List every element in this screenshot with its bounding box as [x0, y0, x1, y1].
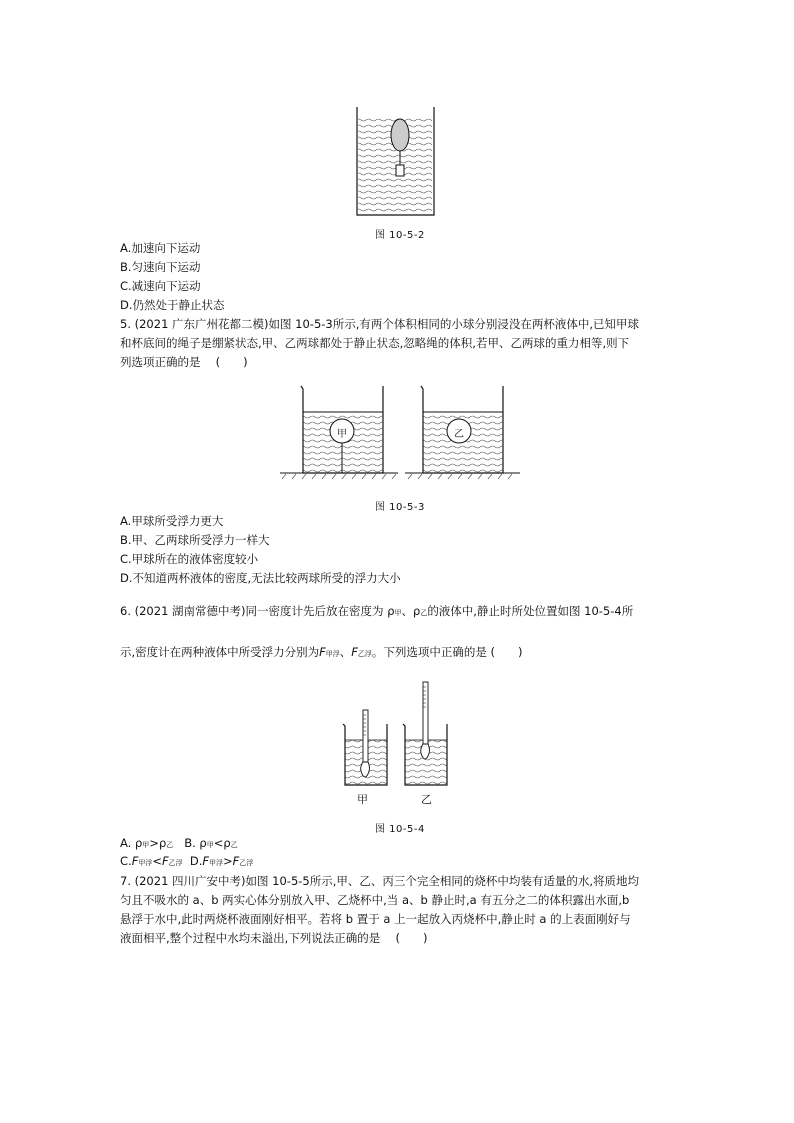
- figure-label-jia: 甲: [357, 793, 368, 806]
- q6-options-cd: C.F甲浮<F乙浮 D.F甲浮>F乙浮: [120, 854, 254, 868]
- q4-option-d: D.仍然处于静止状态: [120, 298, 225, 312]
- q6-options-ab: A. ρ甲>ρ乙 B. ρ甲<ρ乙: [120, 836, 238, 850]
- figure-caption: 图 10-5-3: [375, 502, 425, 513]
- figure-label-yi: 乙: [421, 793, 432, 806]
- figure-caption: 图 10-5-2: [375, 230, 425, 241]
- hydrometer-stem: [423, 682, 428, 744]
- hydrometer-stem: [363, 710, 368, 762]
- q5-option-a: A.甲球所受浮力更大: [120, 514, 224, 528]
- hanging-weight: [396, 165, 404, 176]
- q7-stem-line-3: 悬浮于水中,此时两烧杯液面刚好相平。若将 b 置于 a 上一起放入丙烧杯中,静止时 a 的上表面刚好与: [120, 912, 631, 926]
- figure-10-5-3: [280, 384, 520, 482]
- q7-stem-line-1: 7. (2021 四川广安中考)如图 10-5-5所示,甲、乙、丙三个完全相同的烧杯中均装有适量的水,将质地均: [120, 874, 640, 888]
- q5-stem-line-1: 5. (2021 广东广州花都二模)如图 10-5-3所示,有两个体积相同的小球分别浸没在两杯液体中,已知甲球: [120, 317, 640, 331]
- q6-stem-line-2: 示,密度计在两种液体中所受浮力分别为F甲浮、F乙浮。下列选项中正确的是 ( ): [120, 645, 523, 659]
- q4-option-b: B.匀速向下运动: [120, 260, 201, 274]
- q5-stem-line-2: 和杯底间的绳子是绷紧状态,甲、乙两球都处于静止状态,忽略绳的体积,若甲、乙两球的重力相等,则下: [120, 336, 630, 350]
- figure-10-5-4: [340, 678, 460, 788]
- q5-option-d: D.不知道两杯液体的密度,无法比较两球所受的浮力大小: [120, 571, 401, 585]
- ball-label-yi: 乙: [454, 429, 464, 440]
- q5-option-c: C.甲球所在的液体密度较小: [120, 552, 259, 566]
- figure-caption: 图 10-5-4: [375, 824, 425, 835]
- ball-label-jia: 甲: [337, 429, 347, 440]
- floating-balloon: [391, 119, 409, 151]
- q7-stem-line-4: 液面相平,整个过程中水均未溢出,下列说法正确的是 ( ): [120, 931, 428, 945]
- q5-stem-line-3: 列选项正确的是 ( ): [120, 355, 248, 369]
- figure-10-5-2: [356, 105, 436, 217]
- q4-option-a: A.加速向下运动: [120, 241, 201, 255]
- q5-option-b: B.甲、乙两球所受浮力一样大: [120, 533, 270, 547]
- q6-stem-line-1: 6. (2021 湖南常德中考)同一密度计先后放在密度为 ρ甲、ρ乙的液体中,静止时所处位置如图 10-5-4所: [120, 604, 634, 618]
- q4-option-c: C.减速向下运动: [120, 279, 201, 293]
- q7-stem-line-2: 匀且不吸水的 a、b 两实心体分别放入甲、乙烧杯中,当 a、b 静止时,a 有五分之二的体积露出水面,b: [120, 893, 630, 907]
